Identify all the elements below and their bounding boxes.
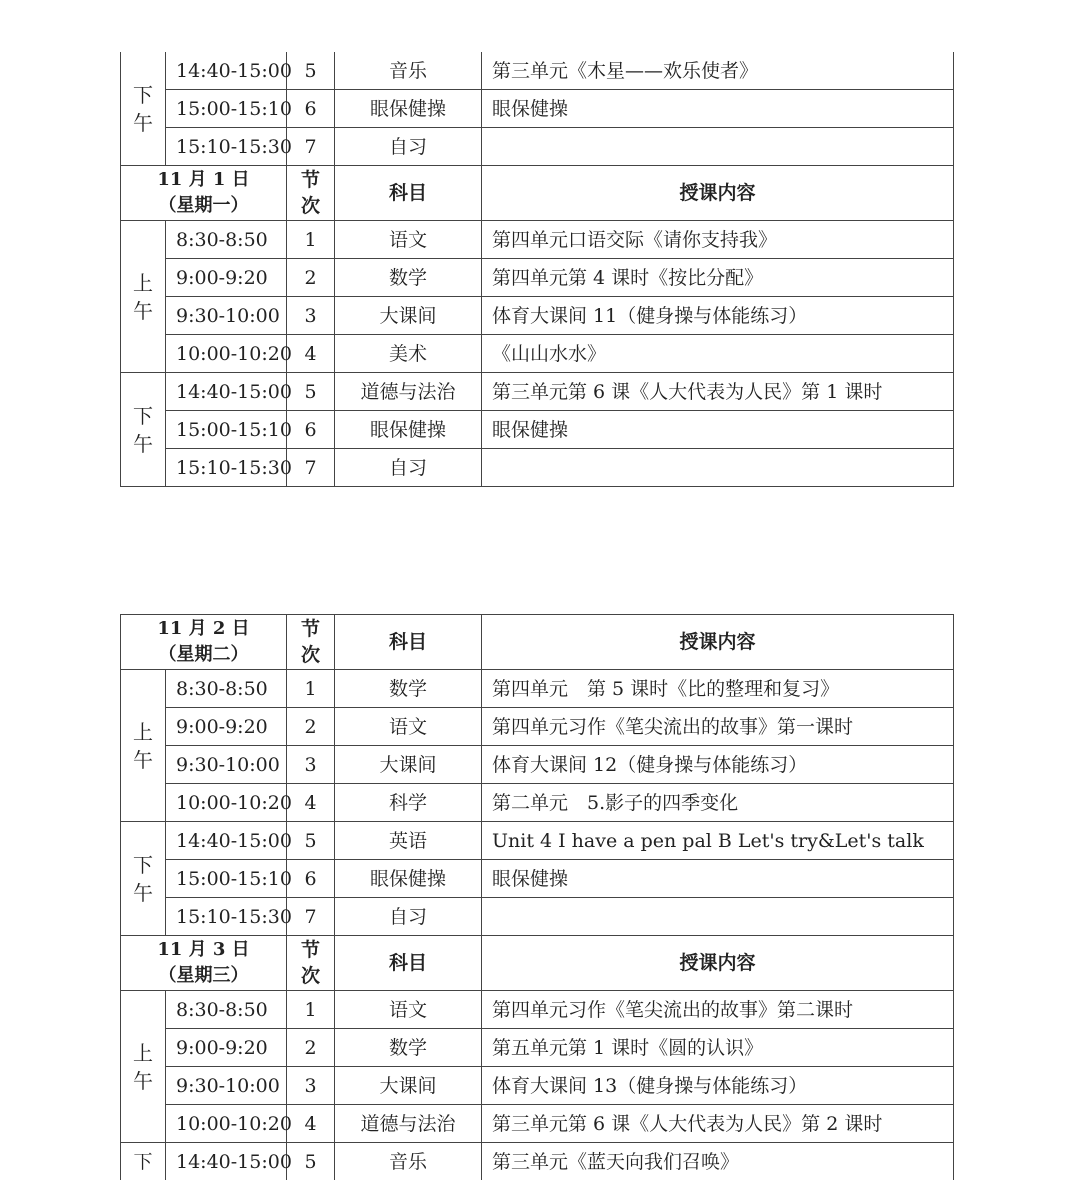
date-cell: 11 月 3 日 （星期三）	[121, 936, 287, 991]
schedule-table-page2	[120, 614, 954, 1180]
table-row: 15:10-15:30 7 自习	[121, 449, 954, 487]
header-subject: 科目	[335, 166, 482, 221]
table-row: 15:00-15:10 6 眼保健操 眼保健操	[121, 411, 954, 449]
table-row: 15:10-15:30 7 自习	[121, 898, 954, 936]
period-label-am: 上 午	[121, 221, 166, 373]
table-row: 9:00-9:20 2 数学 第五单元第 1 课时《圆的认识》	[121, 1029, 954, 1067]
header-content: 授课内容	[482, 936, 954, 991]
table-row: 15:00-15:10 6 眼保健操 眼保健操	[121, 860, 954, 898]
day-header-nov3	[121, 936, 954, 991]
table-row: 下 午 14:40-15:00 5 音乐 第三单元《木星——欢乐使者》	[121, 52, 954, 90]
header-period: 节 次	[287, 615, 335, 670]
table-row: 10:00-10:20 4 美术 《山山水水》	[121, 335, 954, 373]
table-row: 9:00-9:20 2 语文 第四单元习作《笔尖流出的故事》第一课时	[121, 708, 954, 746]
table-row: 9:00-9:20 2 数学 第四单元第 4 课时《按比分配》	[121, 259, 954, 297]
period-label-pm: 下 午	[121, 822, 166, 936]
table-row: 10:00-10:20 4 科学 第二单元 5.影子的四季变化	[121, 784, 954, 822]
header-content: 授课内容	[482, 615, 954, 670]
period-label-pm-partial: 下	[121, 1143, 166, 1181]
period-label-pm: 下 午	[121, 373, 166, 487]
table-row: 上 午 8:30-8:50 1 语文 第四单元口语交际《请你支持我》	[121, 221, 954, 259]
table-row: 9:30-10:00 3 大课间 体育大课间 11（健身操与体能练习）	[121, 297, 954, 335]
table-row: 上 午 8:30-8:50 1 语文 第四单元习作《笔尖流出的故事》第二课时	[121, 991, 954, 1029]
table-row: 15:00-15:10 6 眼保健操 眼保健操	[121, 90, 954, 128]
day-header-nov2	[121, 615, 954, 670]
period-label-pm: 下 午	[121, 52, 166, 166]
header-period: 节 次	[287, 936, 335, 991]
period-label-am: 上 午	[121, 670, 166, 822]
header-subject: 科目	[335, 936, 482, 991]
table-row: 上 午 8:30-8:50 1 数学 第四单元 第 5 课时《比的整理和复习》	[121, 670, 954, 708]
table-row: 下 14:40-15:00 5 音乐 第三单元《蓝天向我们召唤》	[121, 1143, 954, 1181]
schedule-table-page1	[120, 52, 954, 487]
day-header-nov1	[121, 166, 954, 221]
table-row: 下 午 14:40-15:00 5 道德与法治 第三单元第 6 课《人大代表为人民》第 1 课时	[121, 373, 954, 411]
header-content: 授课内容	[482, 166, 954, 221]
header-subject: 科目	[335, 615, 482, 670]
date-cell: 11 月 2 日 （星期二）	[121, 615, 287, 670]
table-row: 9:30-10:00 3 大课间 体育大课间 13（健身操与体能练习）	[121, 1067, 954, 1105]
table-row: 9:30-10:00 3 大课间 体育大课间 12（健身操与体能练习）	[121, 746, 954, 784]
header-period: 节 次	[287, 166, 335, 221]
table-row: 下 午 14:40-15:00 5 英语 Unit 4 I have a pen pal B Let's try&Let's talk	[121, 822, 954, 860]
period-label-am: 上 午	[121, 991, 166, 1143]
table-row: 10:00-10:20 4 道德与法治 第三单元第 6 课《人大代表为人民》第 2 课时	[121, 1105, 954, 1143]
table-row: 15:10-15:30 7 自习	[121, 128, 954, 166]
date-cell: 11 月 1 日 （星期一）	[121, 166, 287, 221]
